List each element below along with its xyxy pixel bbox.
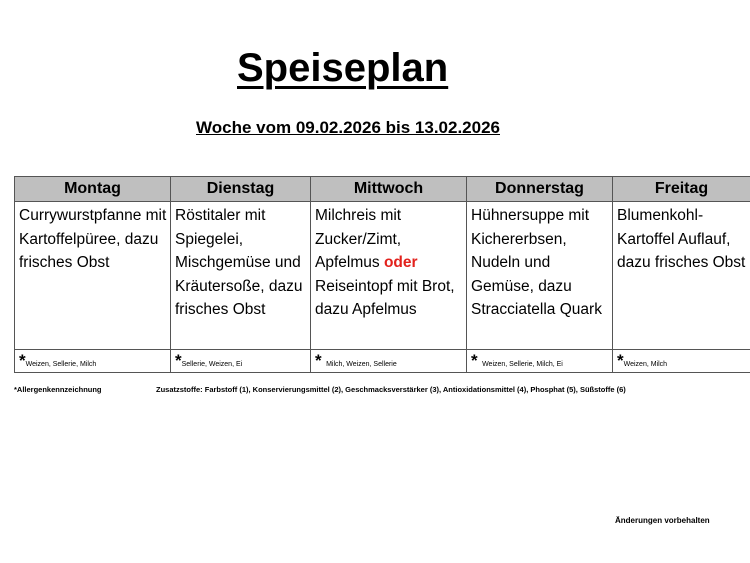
dish-monday: Currywurstpfanne mit Kartoffelpüree, dazu frisches Obst	[15, 202, 171, 350]
dish-wednesday-or: oder	[383, 254, 418, 271]
allergen-marker: *	[315, 351, 322, 370]
allergens-friday	[613, 350, 750, 373]
allergen-row	[15, 350, 750, 373]
allergens-wednesday	[311, 350, 467, 373]
allergen-marker: *	[19, 351, 26, 370]
week-range: Woche vom 09.02.2026 bis 13.02.2026	[196, 118, 500, 137]
day-header-monday: Montag	[15, 177, 171, 202]
footer-note: Änderungen vorbehalten	[615, 516, 710, 525]
dish-thursday: Hühnersuppe mit Kichererbsen, Nudeln und Gemüse, dazu Stracciatella Quark	[467, 202, 613, 350]
allergen-list: Milch, Weizen, Sellerie	[326, 361, 397, 368]
allergen-legend-label: Allergenkennzeichnung	[16, 385, 102, 394]
day-header-wednesday: Mittwoch	[311, 177, 467, 202]
allergen-marker: *	[617, 351, 624, 370]
allergen-legend	[14, 385, 102, 394]
allergen-legend-marker: *	[14, 385, 17, 394]
allergen-list: Weizen, Sellerie, Milch, Ei	[482, 361, 563, 368]
dish-friday: Blumenkohl-Kartoffel Auflauf, dazu frisches Obst	[613, 202, 750, 350]
dish-tuesday: Röstitaler mit Spiegelei, Mischgemüse und Kräutersoße, dazu frisches Obst	[171, 202, 311, 350]
allergen-list: Weizen, Milch	[623, 361, 668, 368]
allergens-tuesday	[171, 350, 311, 373]
dish-row	[15, 202, 750, 350]
day-header-thursday: Donnerstag	[467, 177, 613, 202]
allergen-list: Weizen, Sellerie, Milch	[25, 361, 97, 368]
day-header-tuesday: Dienstag	[171, 177, 311, 202]
allergens-monday	[15, 350, 171, 373]
day-header-friday: Freitag	[613, 177, 750, 202]
allergen-marker: *	[175, 351, 182, 370]
allergen-list: Sellerie, Weizen, Ei	[181, 361, 243, 368]
allergens-thursday	[467, 350, 613, 373]
dish-wednesday-option-1: Milchreis mit Zucker/Zimt, Apfelmus	[315, 207, 402, 271]
dish-wednesday-option-2: Reiseintopf mit Brot, dazu Apfelmus	[315, 277, 455, 318]
additives-legend: Zusatzstoffe: Farbstoff (1), Konservierungsmittel (2), Geschmacksverstärker (3), Antioxidationsmittel (4), Phosphat (5), Süßstoffe (6)	[156, 385, 626, 394]
allergen-marker: *	[471, 351, 478, 370]
dish-wednesday	[311, 202, 467, 350]
page-title: Speiseplan	[237, 46, 449, 90]
day-header-row	[15, 177, 750, 202]
menu-table	[14, 176, 750, 373]
